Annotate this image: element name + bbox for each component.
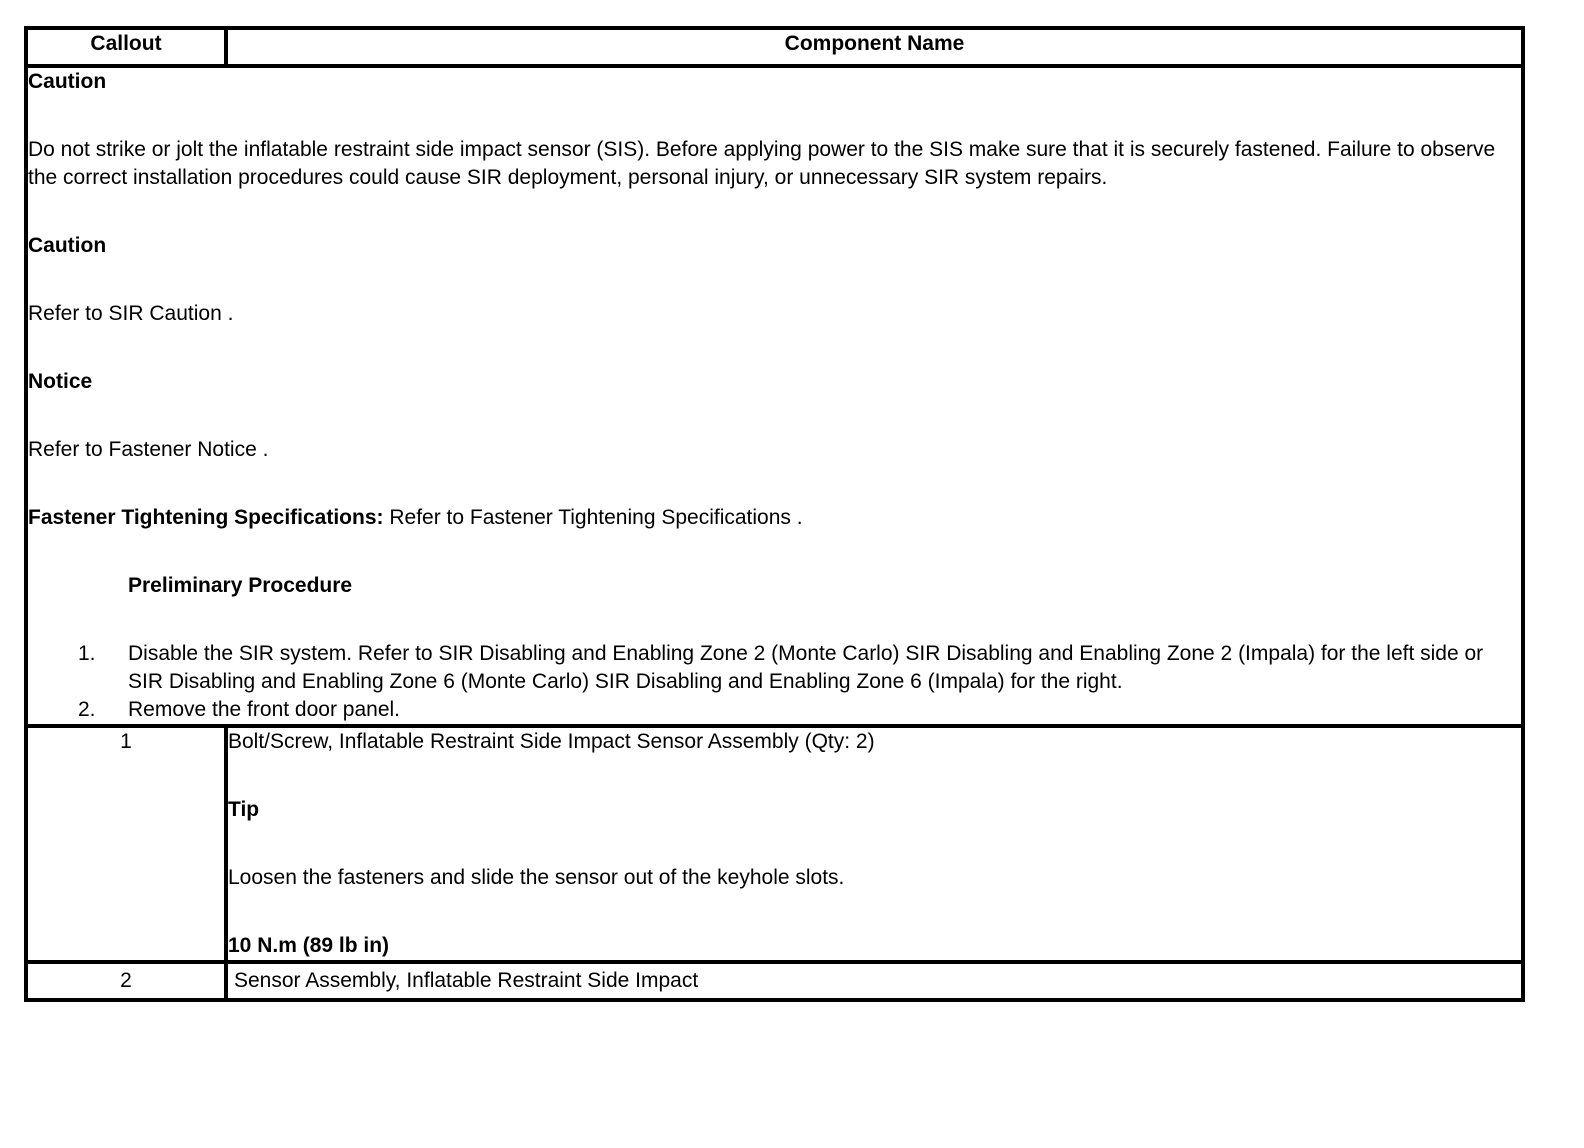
- caution-heading: Caution: [28, 70, 107, 93]
- notice-text: Refer to Fastener Notice .: [28, 438, 269, 461]
- caution-text-2: Refer to SIR Caution .: [28, 302, 234, 325]
- procedure-step: [28, 640, 1521, 696]
- component-cell: [226, 726, 1523, 962]
- fastener-spec: [28, 504, 1521, 532]
- callout-cell: 1: [26, 726, 226, 962]
- notice-heading: Notice: [28, 370, 93, 393]
- intro-row: [26, 66, 1523, 726]
- tip-text: Loosen the fasteners and slide the sensor out of the keyhole slots.: [228, 866, 845, 889]
- caution-text: Do not strike or jolt the inflatable restraint side impact sensor (SIS). Before applying power to the SIS make sure that it is securely fastened. Failure to observe the correct installation procedures could cause SIR deployment, personal injury, or unnecessary SIR system repairs.: [28, 138, 1496, 189]
- header-component-name: Component Name: [226, 28, 1523, 66]
- fastener-spec-label: Fastener Tightening Specifications:: [28, 506, 384, 529]
- table-row: [26, 962, 1523, 1000]
- torque-spec: 10 N.m (89 lb in): [228, 934, 390, 957]
- intro-cell: [26, 66, 1523, 726]
- header-row: [26, 28, 1523, 66]
- table-row: [26, 726, 1523, 962]
- step-text: Remove the front door panel.: [128, 698, 400, 721]
- component-name: Bolt/Screw, Inflatable Restraint Side Impact Sensor Assembly (Qty: 2): [228, 730, 875, 753]
- step-number: 1.: [78, 642, 96, 665]
- callout-cell: 2: [26, 962, 226, 1000]
- component-cell: Sensor Assembly, Inflatable Restraint Side Impact: [226, 962, 1523, 1000]
- procedure-steps: [28, 640, 1521, 724]
- step-number: 2.: [78, 698, 96, 721]
- header-callout: Callout: [26, 28, 226, 66]
- fastener-spec-text: Refer to Fastener Tightening Specifications .: [383, 506, 803, 529]
- component-table: [24, 26, 1525, 1002]
- preliminary-procedure-heading: Preliminary Procedure: [128, 574, 353, 597]
- procedure-step: [28, 696, 1521, 724]
- step-text: Disable the SIR system. Refer to SIR Disabling and Enabling Zone 2 (Monte Carlo) SIR Disabling and Enabling Zone 2 (Impala) for the left side or SIR Disabling and Enabling Zone 6 (Monte Carlo) SIR Disabling and Enabling Zone 6 (Impala) for the right.: [128, 642, 1484, 693]
- caution-heading-2: Caution: [28, 234, 107, 257]
- tip-heading: Tip: [228, 798, 260, 821]
